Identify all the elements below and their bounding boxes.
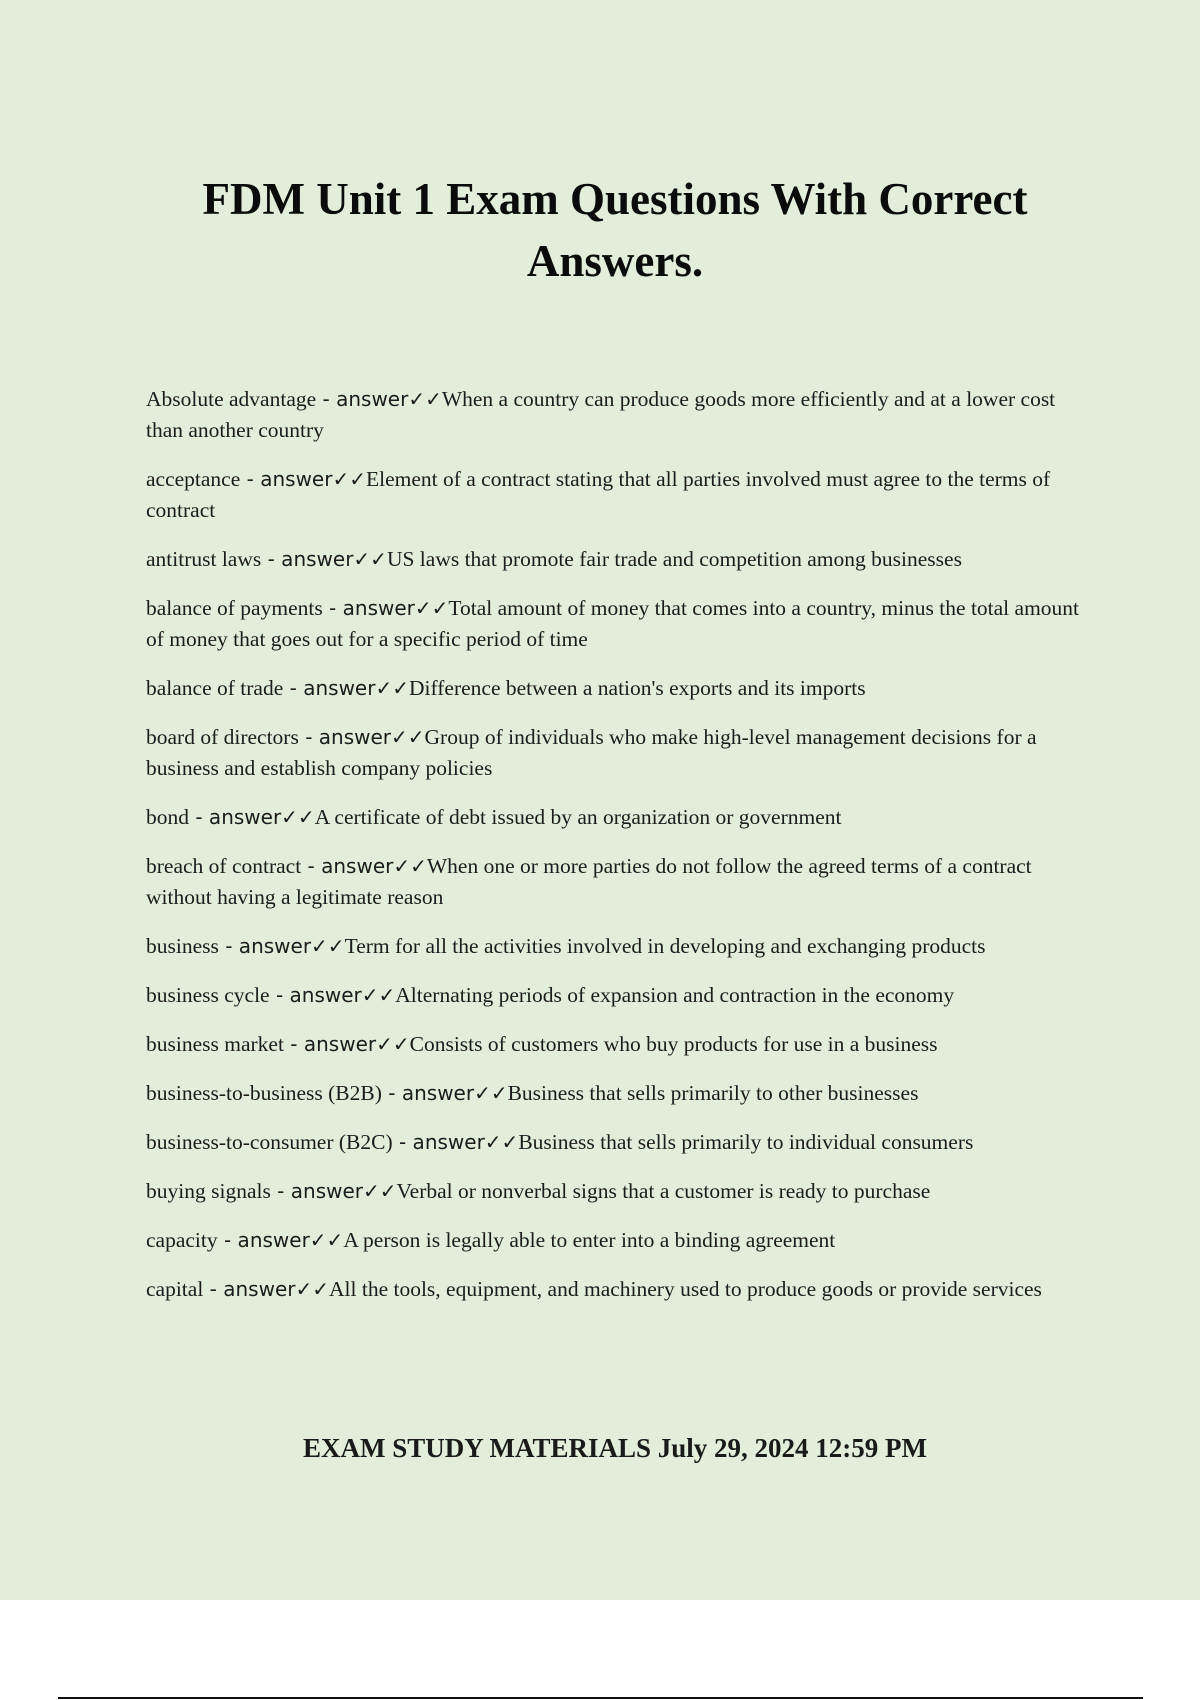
qa-term: balance of trade — [146, 676, 284, 700]
answer-separator: - answer — [269, 983, 362, 1007]
qa-answer: Element of a contract stating that all parties involved must agree to the terms of contract — [146, 467, 1051, 522]
bottom-divider — [58, 1697, 1143, 1699]
qa-term: bond — [146, 805, 189, 829]
qa-list — [146, 384, 1091, 1323]
qa-answer: All the tools, equipment, and machinery used to produce goods or provide services — [329, 1277, 1042, 1301]
answer-separator: - answer — [270, 1179, 363, 1203]
answer-separator: - answer — [283, 676, 376, 700]
qa-entry — [146, 802, 1091, 833]
qa-answer: Group of individuals who make high-level management decisions for a business and establish company policies — [146, 725, 1037, 780]
qa-term: buying signals — [146, 1179, 271, 1203]
check-marks-icon: ✓✓ — [311, 934, 345, 958]
qa-term: capital — [146, 1277, 204, 1301]
check-marks-icon: ✓✓ — [332, 467, 366, 491]
qa-term: balance of payments — [146, 596, 323, 620]
check-marks-icon: ✓✓ — [353, 547, 387, 571]
check-marks-icon: ✓✓ — [376, 1032, 410, 1056]
qa-answer: Alternating periods of expansion and contraction in the economy — [395, 983, 955, 1007]
answer-separator: - answer — [301, 854, 394, 878]
qa-term: acceptance — [146, 467, 241, 491]
qa-answer: Consists of customers who buy products for use in a business — [409, 1032, 938, 1056]
qa-answer: Verbal or nonverbal signs that a customer is ready to purchase — [396, 1179, 931, 1203]
qa-entry — [146, 1127, 1091, 1158]
qa-answer: When a country can produce goods more efficiently and at a lower cost than another country — [146, 387, 1056, 442]
answer-separator: - answer — [240, 467, 333, 491]
qa-entry — [146, 673, 1091, 704]
qa-answer: Business that sells primarily to other businesses — [507, 1081, 919, 1105]
check-marks-icon: ✓✓ — [391, 725, 425, 749]
qa-entry — [146, 544, 1091, 575]
qa-entry — [146, 722, 1091, 784]
answer-separator: - answer — [189, 805, 282, 829]
qa-answer: Difference between a nation's exports and its imports — [408, 676, 866, 700]
qa-term: board of directors — [146, 725, 299, 749]
qa-answer: A certificate of debt issued by an organization or government — [314, 805, 842, 829]
qa-answer: A person is legally able to enter into a binding agreement — [343, 1228, 836, 1252]
qa-term: business-to-consumer (B2C) — [146, 1130, 393, 1154]
qa-entry — [146, 1176, 1091, 1207]
qa-answer: US laws that promote fair trade and competition among businesses — [386, 547, 962, 571]
qa-term: business — [146, 934, 219, 958]
answer-separator: - answer — [322, 596, 415, 620]
qa-entry — [146, 1274, 1091, 1305]
qa-term: business market — [146, 1032, 284, 1056]
check-marks-icon: ✓✓ — [474, 1081, 508, 1105]
answer-separator: - answer — [392, 1130, 485, 1154]
check-marks-icon: ✓✓ — [281, 805, 315, 829]
qa-term: breach of contract — [146, 854, 302, 878]
qa-entry — [146, 1078, 1091, 1109]
answer-separator: - answer — [283, 1032, 377, 1056]
qa-answer: When one or more parties do not follow the agreed terms of a contract without having a legitimate reason — [146, 854, 1032, 909]
document-title: FDM Unit 1 Exam Questions With Correct Answers. — [202, 174, 1028, 286]
check-marks-icon: ✓✓ — [414, 596, 449, 620]
qa-answer: Business that sells primarily to individual consumers — [518, 1130, 974, 1154]
answer-separator: - answer — [298, 725, 392, 749]
qa-entry — [146, 464, 1091, 526]
check-marks-icon: ✓✓ — [375, 676, 409, 700]
qa-answer: Term for all the activities involved in developing and exchanging products — [344, 934, 986, 958]
qa-answer: Total amount of money that comes into a country, minus the total amount of money that goes out for a specific period of time — [146, 596, 1080, 651]
answer-separator: - answer — [218, 934, 312, 958]
qa-term: capacity — [146, 1228, 218, 1252]
qa-term: business cycle — [146, 983, 270, 1007]
answer-separator: - answer — [203, 1277, 296, 1301]
answer-separator: - answer — [316, 387, 409, 411]
qa-entry — [146, 593, 1091, 655]
answer-separator: - answer — [261, 547, 354, 571]
check-marks-icon: ✓✓ — [408, 387, 442, 411]
check-marks-icon: ✓✓ — [484, 1130, 519, 1154]
check-marks-icon: ✓✓ — [309, 1228, 344, 1252]
qa-entry — [146, 851, 1091, 913]
check-marks-icon: ✓✓ — [363, 1179, 397, 1203]
answer-separator: - answer — [381, 1081, 475, 1105]
qa-term: antitrust laws — [146, 547, 262, 571]
check-marks-icon: ✓✓ — [295, 1277, 329, 1301]
qa-term: business-to-business (B2B) — [146, 1081, 382, 1105]
qa-entry — [146, 384, 1091, 446]
footer-note: EXAM STUDY MATERIALS July 29, 2024 12:59 PM — [302, 1433, 928, 1463]
check-marks-icon: ✓✓ — [361, 983, 396, 1007]
qa-term: Absolute advantage — [146, 387, 317, 411]
qa-entry — [146, 931, 1091, 962]
qa-entry — [146, 980, 1091, 1011]
qa-entry — [146, 1225, 1091, 1256]
answer-separator: - answer — [217, 1228, 310, 1252]
qa-entry — [146, 1029, 1091, 1060]
check-marks-icon: ✓✓ — [393, 854, 427, 878]
